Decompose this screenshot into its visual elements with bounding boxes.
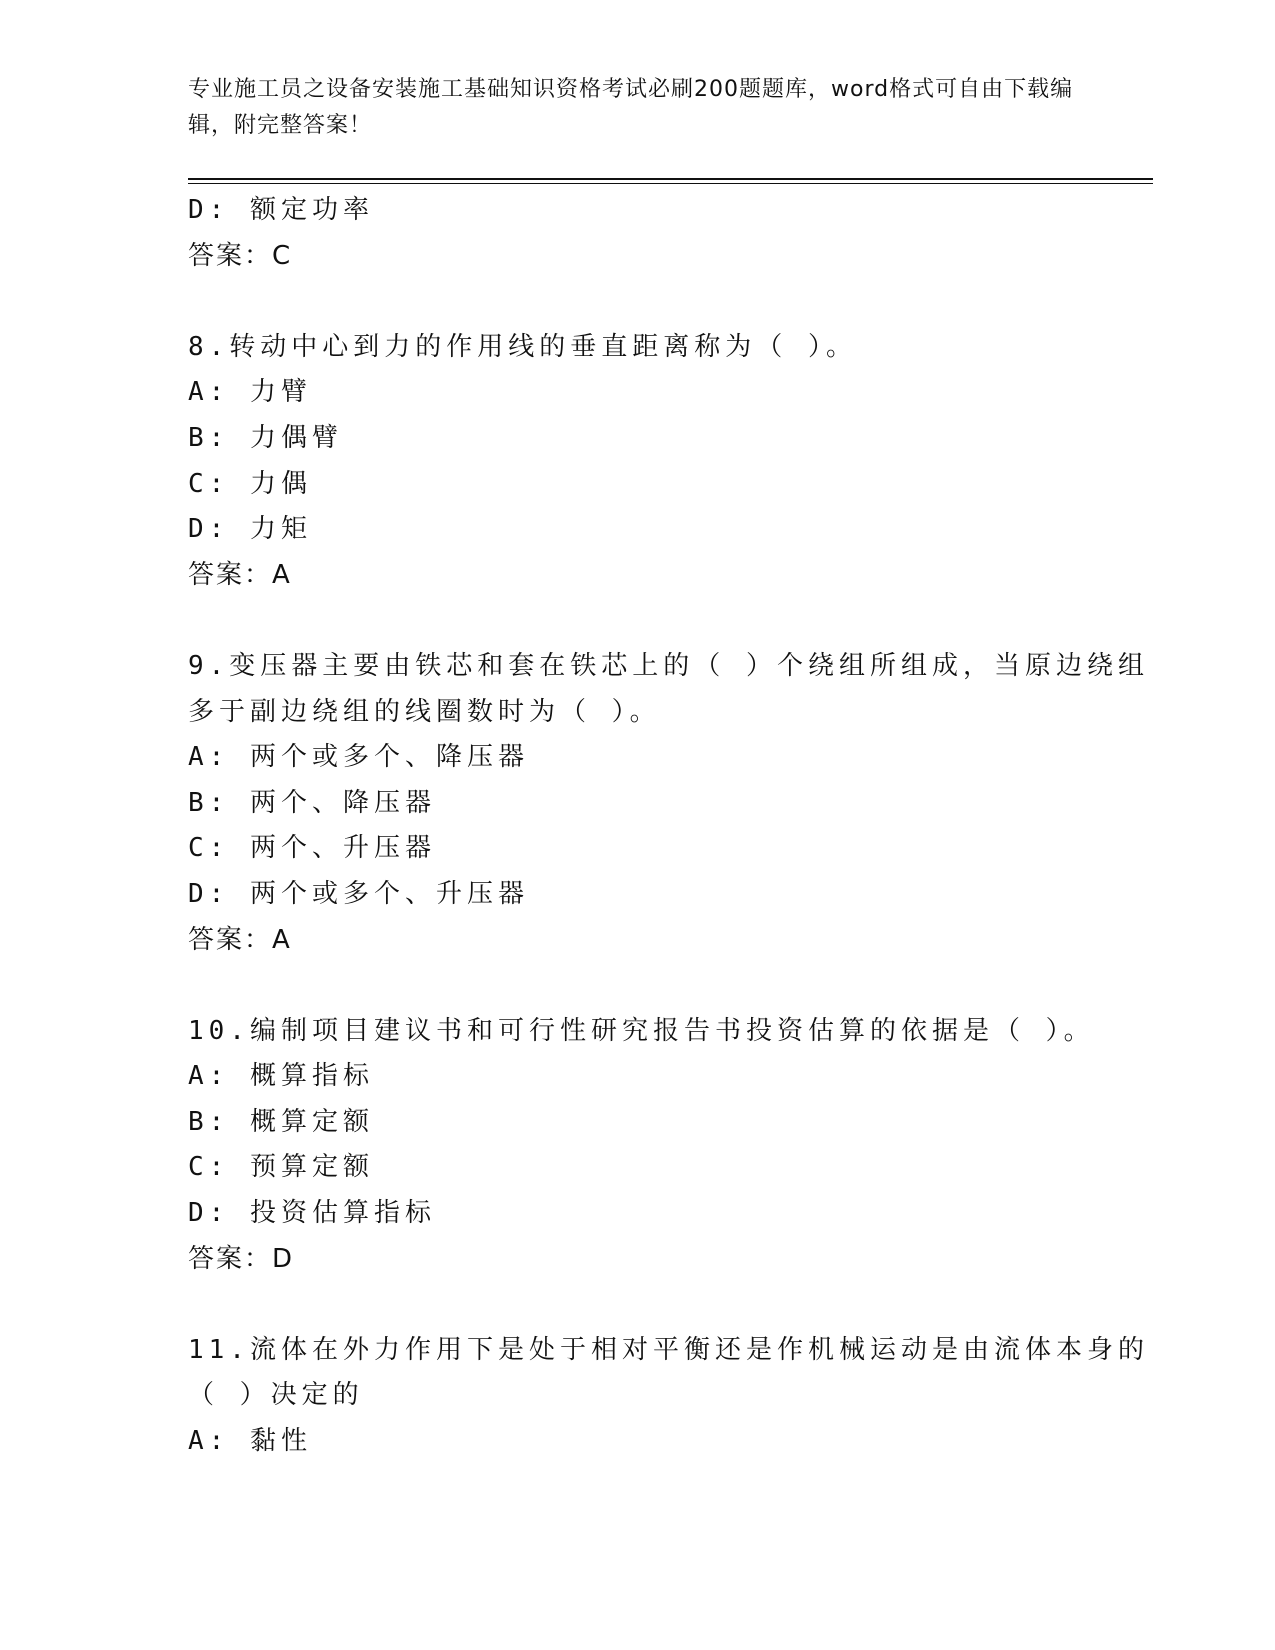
page-header-title: 专业施工员之设备安装施工基础知识资格考试必刷200题题库，word格式可自由下载编辑，附完整答案！ xyxy=(188,77,1074,138)
q11-option-a: A: 黏性 xyxy=(188,1426,312,1457)
q11-question-line2: （ ）决定的 xyxy=(188,1380,364,1411)
q9-option-d: D: 两个或多个、升压器 xyxy=(188,878,529,909)
header-rule-thick xyxy=(188,178,1153,180)
header-rule-thin xyxy=(188,183,1153,184)
q10-option-b: B: 概算定额 xyxy=(188,1106,374,1137)
spacer xyxy=(188,279,1088,325)
q9-option-c: C: 两个、升压器 xyxy=(188,833,436,864)
q8-option-b: B: 力偶臂 xyxy=(188,422,343,453)
q9-answer: 答案：A xyxy=(188,924,292,955)
q7-option-d: D: 额定功率 xyxy=(188,195,374,225)
spacer xyxy=(188,1282,1088,1328)
spacer xyxy=(188,598,1088,644)
q10-question: 10.编制项目建议书和可行性研究报告书投资估算的依据是（ ）。 xyxy=(188,1015,1095,1046)
q8-option-d: D: 力矩 xyxy=(188,514,312,545)
q10-option-c: C: 预算定额 xyxy=(188,1152,374,1183)
q8-answer: 答案：A xyxy=(188,559,292,590)
q7-answer: 答案：C xyxy=(188,240,293,271)
q10-option-d: D: 投资估算指标 xyxy=(188,1198,436,1229)
q8-question: 8.转动中心到力的作用线的垂直距离称为（ ）。 xyxy=(188,331,857,362)
spacer xyxy=(188,963,1088,1009)
q9-option-a: A: 两个或多个、降压器 xyxy=(188,742,529,773)
q9-option-b: B: 两个、降压器 xyxy=(188,787,436,818)
q9-question-line2: 多于副边绕组的线圈数时为（ ）。 xyxy=(188,696,661,727)
q10-option-a: A: 概算指标 xyxy=(188,1061,374,1092)
q8-option-c: C: 力偶 xyxy=(188,468,312,499)
q9-question-line1: 9.变压器主要由铁芯和套在铁芯上的（ ）个绕组所组成，当原边绕组 xyxy=(188,650,1149,681)
q8-option-a: A: 力臂 xyxy=(188,377,312,408)
q11-question-line1: 11.流体在外力作用下是处于相对平衡还是作机械运动是由流体本身的 xyxy=(188,1334,1149,1365)
q10-answer: 答案：D xyxy=(188,1243,295,1274)
question-list xyxy=(188,188,1149,1465)
